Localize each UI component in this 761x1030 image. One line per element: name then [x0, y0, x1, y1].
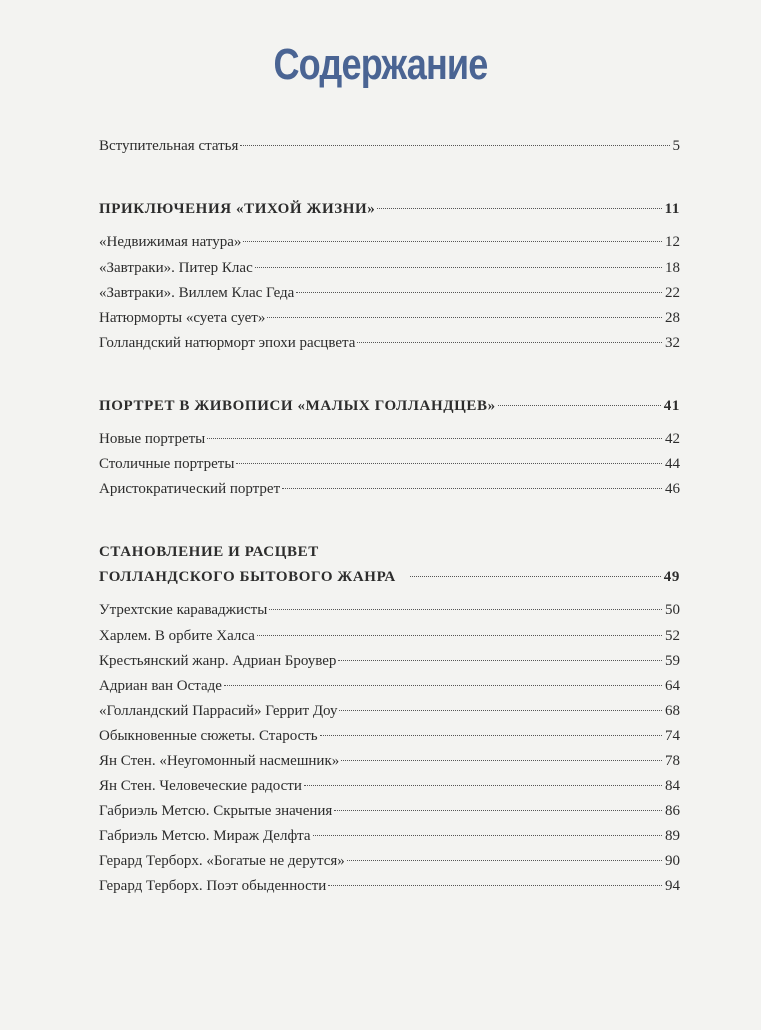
- dot-leader: [224, 685, 662, 686]
- toc-entry[interactable]: [99, 333, 680, 353]
- toc-page-number: 52: [665, 628, 680, 644]
- dot-leader: [313, 835, 662, 836]
- toc-entry[interactable]: [99, 479, 680, 499]
- toc-entry-label: Ян Стен. Человеческие радости: [99, 778, 302, 794]
- dot-leader: [304, 785, 662, 786]
- dot-leader: [296, 292, 662, 293]
- toc-page-number: 12: [665, 234, 680, 250]
- toc-page-number: 59: [665, 653, 680, 669]
- dot-leader: [498, 405, 661, 406]
- toc-page-number: 68: [665, 703, 680, 719]
- toc-page-number: 41: [663, 398, 680, 414]
- dot-leader: [328, 885, 662, 886]
- toc-page-number: 44: [665, 456, 680, 472]
- toc-entry-label: «Недвижимая натура»: [99, 234, 242, 250]
- toc-entry[interactable]: [99, 626, 680, 646]
- page-title: Содержание: [273, 40, 488, 89]
- toc-page-number: 32: [665, 335, 680, 351]
- toc-section-heading[interactable]: [99, 396, 680, 416]
- toc-entry-label: Герард Терборх. Поэт обыденности: [99, 878, 327, 894]
- dot-leader: [341, 760, 662, 761]
- toc-entry[interactable]: [99, 232, 680, 252]
- toc-page-number: 46: [665, 481, 680, 497]
- toc-page-number: 90: [665, 853, 680, 869]
- toc-entry-label: Габриэль Метсю. Скрытые значения: [99, 803, 333, 819]
- dot-leader: [207, 438, 662, 439]
- toc-entry[interactable]: [99, 701, 680, 721]
- toc-entry-label: «Завтраки». Виллем Клас Геда: [99, 285, 295, 301]
- toc-page-number: 22: [665, 285, 680, 301]
- toc-entry[interactable]: [99, 851, 680, 871]
- toc-entry[interactable]: [99, 651, 680, 671]
- dot-leader: [410, 576, 661, 577]
- toc-page-number: 94: [665, 878, 680, 894]
- toc-page-number: 18: [665, 260, 680, 276]
- toc-page-number: 89: [665, 828, 680, 844]
- toc-page-number: 74: [665, 728, 680, 744]
- toc-entry-label: Утрехтские караваджисты: [99, 602, 268, 618]
- toc-entry-label: Аристократический портрет: [99, 481, 281, 497]
- toc-entry-intro[interactable]: [99, 136, 680, 156]
- toc-entry-label: Ян Стен. «Неугомонный насмешник»: [99, 753, 340, 769]
- dot-leader: [240, 145, 669, 146]
- dot-leader: [320, 735, 662, 736]
- dot-leader: [347, 860, 662, 861]
- toc-entry[interactable]: [99, 308, 680, 328]
- section-heading-line1: СТАНОВЛЕНИЕ И РАСЦВЕТ: [99, 544, 319, 560]
- toc-entry-label: Герард Терборх. «Богатые не дерутся»: [99, 853, 345, 869]
- toc-page-number: 64: [665, 678, 680, 694]
- dot-leader: [267, 317, 662, 318]
- toc-entry-label: «Голландский Паррасий» Геррит Доу: [99, 703, 338, 719]
- toc-entry[interactable]: [99, 876, 680, 896]
- toc-page-number: 49: [663, 569, 680, 585]
- dot-leader: [357, 342, 662, 343]
- dot-leader: [269, 609, 662, 610]
- toc-entry-label: Вступительная статья: [99, 138, 239, 154]
- toc-entry[interactable]: [99, 283, 680, 303]
- dot-leader: [255, 267, 662, 268]
- toc-entry[interactable]: [99, 454, 680, 474]
- section-heading-label: ПРИКЛЮЧЕНИЯ «ТИХОЙ ЖИЗНИ»: [99, 201, 376, 217]
- toc-section-heading[interactable]: [99, 567, 680, 587]
- dot-leader: [257, 635, 662, 636]
- section-heading-label: ПОРТРЕТ В ЖИВОПИСИ «МАЛЫХ ГОЛЛАНДЦЕВ»: [99, 398, 496, 414]
- toc-page-number: 84: [665, 778, 680, 794]
- toc-entry[interactable]: [99, 801, 680, 821]
- dot-leader: [339, 710, 662, 711]
- toc-entry-label: Натюрморты «суета сует»: [99, 310, 266, 326]
- toc-page-number: 42: [665, 431, 680, 447]
- toc-page-number: 78: [665, 753, 680, 769]
- toc-entry-label: Обыкновенные сюжеты. Старость: [99, 728, 318, 744]
- dot-leader: [377, 208, 661, 209]
- toc-entry-label: Харлем. В орбите Халса: [99, 628, 255, 644]
- toc-page-number: 50: [665, 602, 680, 618]
- toc-entry[interactable]: [99, 429, 680, 449]
- toc-section-heading[interactable]: [99, 199, 680, 219]
- toc-entry-label: Столичные портреты: [99, 456, 235, 472]
- toc-entry-label: Адриан ван Остаде: [99, 678, 222, 694]
- toc-entry[interactable]: [99, 776, 680, 796]
- toc-entry[interactable]: [99, 258, 680, 278]
- toc-entry[interactable]: [99, 600, 680, 620]
- toc-entry-label: Новые портреты: [99, 431, 206, 447]
- toc-entry[interactable]: [99, 751, 680, 771]
- toc-entry-label: «Завтраки». Питер Клас: [99, 260, 253, 276]
- dot-leader: [338, 660, 662, 661]
- toc-entry-label: Крестьянский жанр. Адриан Броувер: [99, 653, 337, 669]
- toc-entry-label: Габриэль Метсю. Мираж Делфта: [99, 828, 311, 844]
- dot-leader: [243, 241, 662, 242]
- toc-page-number: 5: [672, 138, 680, 154]
- toc-entry[interactable]: [99, 676, 680, 696]
- dot-leader: [236, 463, 662, 464]
- dot-leader: [282, 488, 662, 489]
- toc-page-number: 28: [665, 310, 680, 326]
- toc-page-number: 86: [665, 803, 680, 819]
- section-heading-label: ГОЛЛАНДСКОГО БЫТОВОГО ЖАНРА: [99, 569, 396, 585]
- toc-entry[interactable]: [99, 726, 680, 746]
- dot-leader: [334, 810, 662, 811]
- toc-entry-label: Голландский натюрморт эпохи расцвета: [99, 335, 356, 351]
- toc-entry[interactable]: [99, 826, 680, 846]
- toc-page-number: 11: [664, 201, 680, 217]
